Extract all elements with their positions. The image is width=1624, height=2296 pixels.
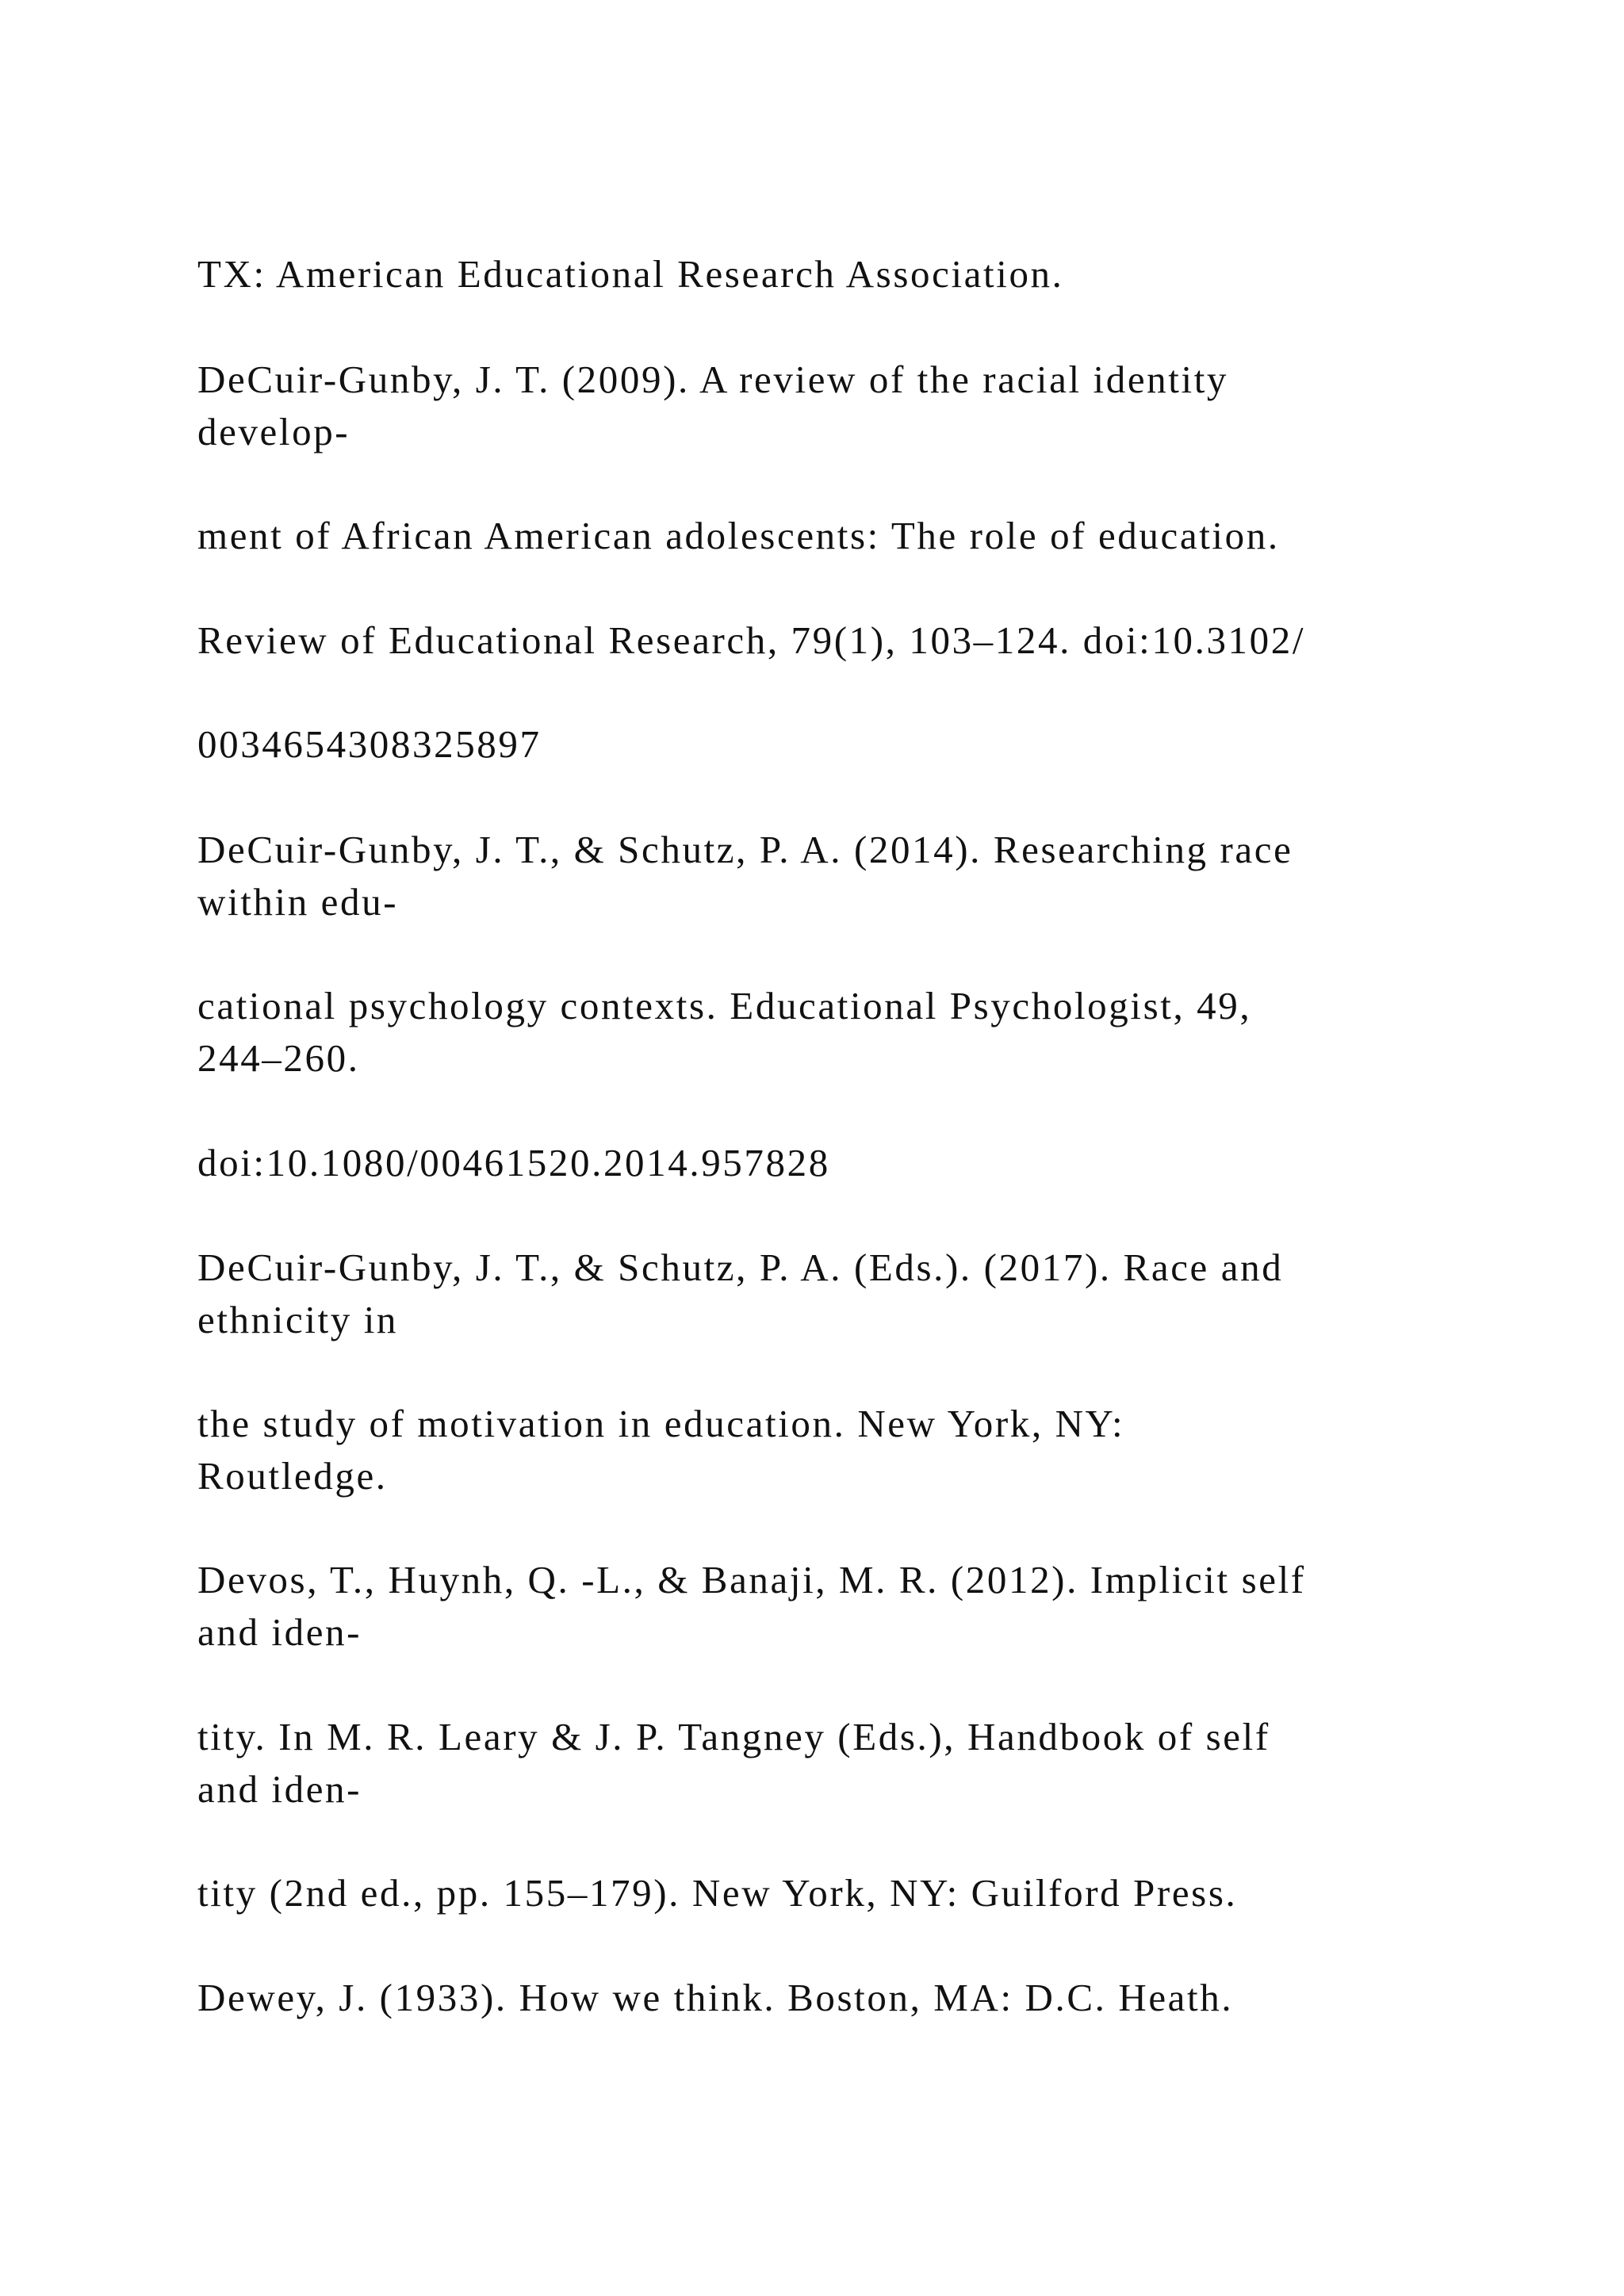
- reference-line: and iden-: [197, 1767, 362, 1811]
- reference-line: develop-: [197, 410, 350, 453]
- reference-line: DeCuir-Gunby, J. T., & Schutz, P. A. (2014). Researching race: [197, 828, 1293, 871]
- reference-line: Devos, T., Huynh, Q. -L., & Banaji, M. R. (2012). Implicit self: [197, 1558, 1306, 1601]
- reference-line: 244–260.: [197, 1036, 360, 1080]
- reference-line: doi:10.1080/00461520.2014.957828: [197, 1141, 830, 1184]
- reference-line: ethnicity in: [197, 1298, 399, 1341]
- reference-line: ment of African American adolescents: The role of education.: [197, 514, 1280, 557]
- reference-line: Review of Educational Research, 79(1), 103–124. doi:10.3102/: [197, 618, 1306, 662]
- reference-line: Routledge.: [197, 1454, 388, 1498]
- reference-line: tity (2nd ed., pp. 155–179). New York, NY: Guilford Press.: [197, 1871, 1238, 1915]
- reference-line: 0034654308325897: [197, 722, 542, 766]
- reference-line: DeCuir-Gunby, J. T., & Schutz, P. A. (Eds.). (2017). Race and: [197, 1246, 1284, 1289]
- reference-line: tity. In M. R. Leary & J. P. Tangney (Eds.), Handbook of self: [197, 1715, 1270, 1758]
- reference-line: within edu-: [197, 880, 399, 924]
- reference-line: and iden-: [197, 1610, 362, 1654]
- reference-line: the study of motivation in education. New York, NY:: [197, 1402, 1125, 1445]
- reference-line: TX: American Educational Research Association.: [197, 252, 1064, 296]
- reference-line: Dewey, J. (1933). How we think. Boston, MA: D.C. Heath.: [197, 1976, 1234, 2019]
- reference-line: DeCuir-Gunby, J. T. (2009). A review of the racial identity: [197, 358, 1229, 401]
- reference-line: cational psychology contexts. Educational Psychologist, 49,: [197, 984, 1252, 1027]
